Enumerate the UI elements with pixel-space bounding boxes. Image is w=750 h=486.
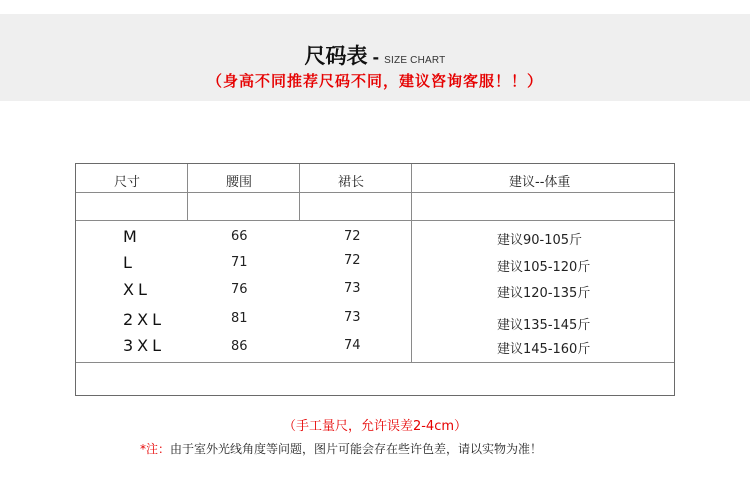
size-cell: 3XL — [123, 336, 166, 355]
header-length: 裙长 — [338, 175, 365, 190]
size-cell: XL — [123, 280, 151, 299]
size-cell: L — [123, 253, 136, 272]
title-english: SIZE CHART — [384, 55, 446, 66]
title-main: 尺码表 — [304, 44, 368, 68]
col-divider — [411, 164, 412, 362]
length-cell: 73 — [344, 310, 361, 325]
weight-cell: 建议90-105斤 — [497, 233, 583, 248]
header-size: 尺寸 — [114, 175, 141, 190]
disclaimer-note — [140, 440, 740, 457]
page-title — [0, 40, 750, 70]
header-waist: 腰围 — [226, 175, 253, 190]
row-divider — [76, 192, 674, 193]
length-cell: 72 — [344, 229, 361, 244]
waist-cell: 66 — [231, 229, 248, 244]
weight-cell: 建议105-120斤 — [497, 260, 591, 275]
waist-cell: 81 — [231, 311, 248, 326]
length-cell: 72 — [344, 253, 361, 268]
size-cell: M — [123, 227, 141, 246]
size-table — [75, 163, 675, 396]
title-dash: - — [372, 48, 380, 67]
subtitle-advice: （身高不同推荐尺码不同，建议咨询客服！！） — [206, 72, 543, 90]
weight-cell: 建议135-145斤 — [497, 318, 591, 333]
length-cell: 74 — [344, 338, 361, 353]
measure-note: （手工量尺，允许误差2-4cm） — [282, 419, 468, 434]
waist-cell: 71 — [231, 255, 248, 270]
weight-cell: 建议120-135斤 — [497, 286, 591, 301]
waist-cell: 76 — [231, 282, 248, 297]
header-weight: 建议--体重 — [509, 175, 571, 190]
disclaimer-text: 由于室外光线角度等问题，图片可能会存在些许色差，请以实物为准！ — [170, 442, 543, 456]
waist-cell: 86 — [231, 339, 248, 354]
length-cell: 73 — [344, 281, 361, 296]
size-cell: 2XL — [123, 310, 166, 329]
note-star: *注： — [140, 442, 171, 456]
row-divider — [76, 220, 674, 221]
weight-cell: 建议145-160斤 — [497, 342, 591, 357]
row-divider — [76, 362, 674, 363]
